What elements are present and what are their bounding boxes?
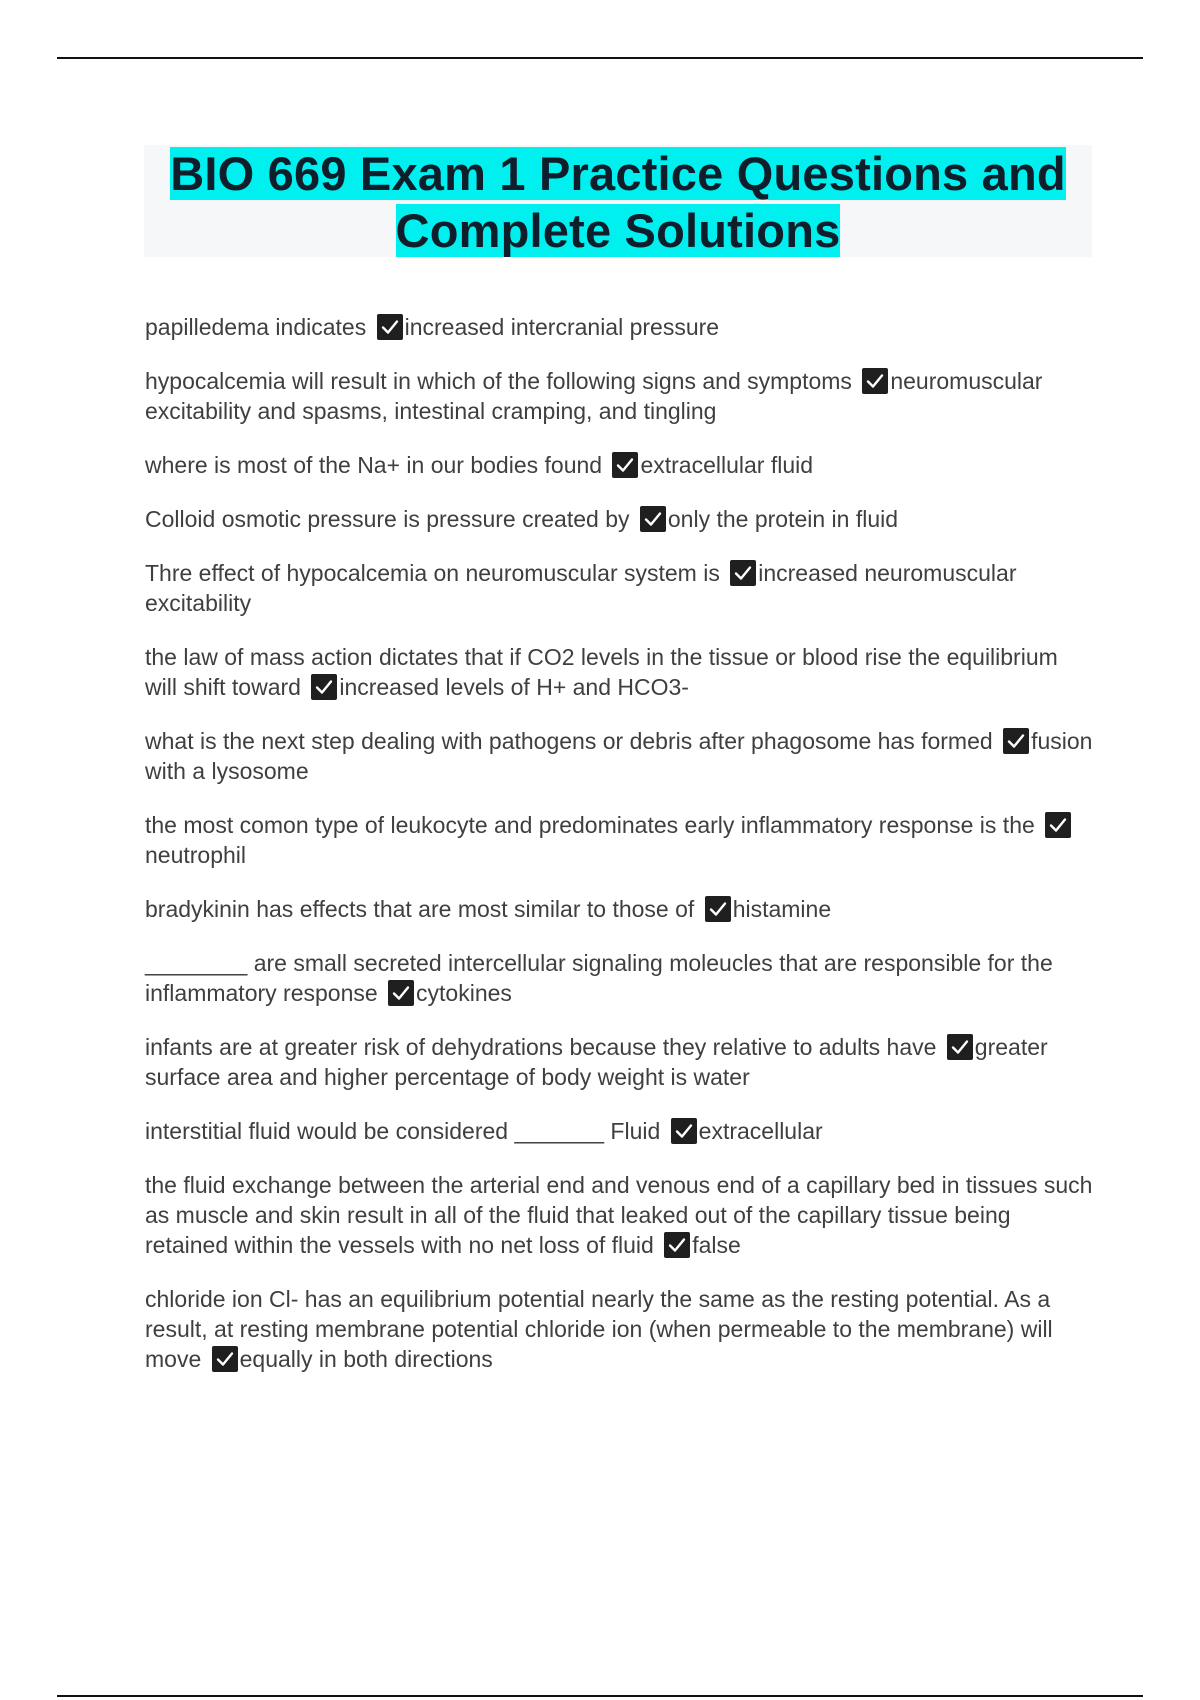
qa-item xyxy=(145,894,1095,924)
check-box-icon xyxy=(730,560,756,586)
check-box-icon xyxy=(640,506,666,532)
title-block xyxy=(144,145,1092,257)
question-text: the most comon type of leukocyte and predominates early inflammatory response is the xyxy=(145,812,1035,838)
question-text: Colloid osmotic pressure is pressure created by xyxy=(145,506,630,532)
question-text: the fluid exchange between the arterial end and venous end of a capillary bed in tissues such as muscle and skin result in all of the fluid that leaked out of the capillary tissue being retained within the vessels with no net loss of fluid xyxy=(145,1172,1093,1258)
qa-item xyxy=(145,366,1095,426)
top-rule xyxy=(57,57,1143,59)
question-list xyxy=(145,312,1095,1398)
answer-text: neuromuscular excitability and spasms, intestinal cramping, and tingling xyxy=(145,368,1043,424)
qa-item xyxy=(145,504,1095,534)
answer-text: greater surface area and higher percentage of body weight is water xyxy=(145,1034,1048,1090)
question-text: bradykinin has effects that are most similar to those of xyxy=(145,896,695,922)
check-box-icon xyxy=(1045,812,1071,838)
answer-text: false xyxy=(692,1232,741,1258)
qa-item xyxy=(145,1032,1095,1092)
answer-text: fusion with a lysosome xyxy=(145,728,1093,784)
qa-item xyxy=(145,450,1095,480)
qa-item xyxy=(145,948,1095,1008)
title-line-1: BIO 669 Exam 1 Practice Questions and xyxy=(170,147,1066,200)
check-box-icon xyxy=(388,980,414,1006)
answer-text: increased intercranial pressure xyxy=(404,314,720,340)
check-box-icon xyxy=(671,1118,697,1144)
answer-text: extracellular xyxy=(698,1118,823,1144)
bottom-rule xyxy=(57,1695,1143,1697)
question-text: papilledema indicates xyxy=(145,314,367,340)
question-text: Thre effect of hypocalcemia on neuromuscular system is xyxy=(145,560,720,586)
answer-text: increased levels of H+ and HCO3- xyxy=(339,674,689,700)
question-text: interstitial fluid would be considered _______ Fluid xyxy=(145,1118,661,1144)
answer-text: only the protein in fluid xyxy=(667,506,899,532)
check-box-icon xyxy=(377,314,403,340)
check-box-icon xyxy=(947,1034,973,1060)
answer-text: equally in both directions xyxy=(239,1346,493,1372)
answer-text: histamine xyxy=(732,896,832,922)
check-box-icon xyxy=(705,896,731,922)
check-box-icon xyxy=(612,452,638,478)
question-text: ________ are small secreted intercellular signaling moleucles that are responsible for the inflammatory response xyxy=(145,950,1053,1006)
check-box-icon xyxy=(311,674,337,700)
title-line-2: Complete Solutions xyxy=(395,204,841,257)
answer-text: extracellular fluid xyxy=(640,452,814,478)
qa-item xyxy=(145,1116,1095,1146)
question-text: hypocalcemia will result in which of the following signs and symptoms xyxy=(145,368,852,394)
document-title xyxy=(144,145,1092,259)
question-text: the law of mass action dictates that if CO2 levels in the tissue or blood rise the equilibrium will shift toward xyxy=(145,644,1058,700)
qa-item xyxy=(145,312,1095,342)
qa-item xyxy=(145,810,1095,870)
answer-text: cytokines xyxy=(416,980,512,1006)
question-text: what is the next step dealing with pathogens or debris after phagosome has formed xyxy=(145,728,993,754)
question-text: chloride ion Cl- has an equilibrium potential nearly the same as the resting potential. As a result, at resting membrane potential chloride ion (when permeable to the membrane) will move xyxy=(145,1286,1053,1372)
qa-item xyxy=(145,1284,1095,1374)
answer-text: neutrophil xyxy=(145,842,247,868)
question-text: infants are at greater risk of dehydrations because they relative to adults have xyxy=(145,1034,937,1060)
qa-item xyxy=(145,726,1095,786)
qa-item xyxy=(145,1170,1095,1260)
check-box-icon xyxy=(212,1346,238,1372)
answer-text: increased neuromuscular excitability xyxy=(145,560,1017,616)
check-box-icon xyxy=(862,368,888,394)
qa-item xyxy=(145,558,1095,618)
check-box-icon xyxy=(1003,728,1029,754)
qa-item xyxy=(145,642,1095,702)
question-text: where is most of the Na+ in our bodies found xyxy=(145,452,603,478)
check-box-icon xyxy=(664,1232,690,1258)
